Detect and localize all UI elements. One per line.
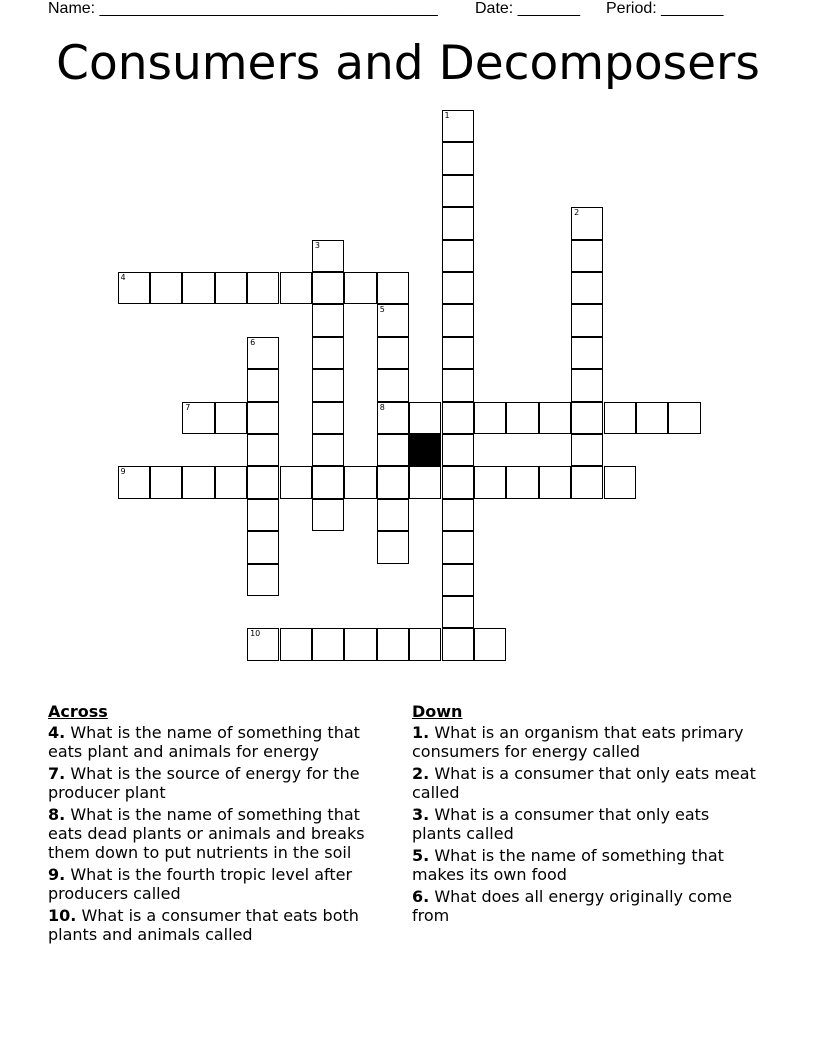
crossword-cell[interactable]: [118, 466, 150, 498]
clue-across-7: [48, 764, 388, 802]
crossword-cell[interactable]: [442, 272, 474, 304]
crossword-cell[interactable]: [506, 466, 538, 498]
down-clues: [412, 702, 757, 928]
clue-number-label: 10: [250, 629, 261, 639]
crossword-cell[interactable]: [344, 272, 376, 304]
clue-number: 9.: [48, 865, 66, 884]
crossword-cell[interactable]: [474, 466, 506, 498]
crossword-cell[interactable]: [442, 207, 474, 239]
crossword-cell[interactable]: [377, 434, 409, 466]
crossword-cell[interactable]: [571, 466, 603, 498]
page-title: Consumers and Decomposers: [56, 36, 760, 91]
crossword-cell[interactable]: [247, 628, 279, 660]
across-clues: [48, 702, 388, 947]
clue-text: What is the fourth tropic level after producers called: [48, 865, 353, 903]
crossword-cell[interactable]: [182, 466, 214, 498]
crossword-cell[interactable]: [442, 142, 474, 174]
crossword-cell[interactable]: [442, 175, 474, 207]
crossword-cell[interactable]: [571, 304, 603, 336]
clue-across-9: [48, 865, 388, 903]
crossword-cell[interactable]: [247, 402, 279, 434]
clue-number: 6.: [412, 887, 430, 906]
clue-number-label: 3: [314, 240, 320, 250]
clue-text: What is a consumer that eats both plants and animals called: [48, 906, 359, 944]
crossword-cell[interactable]: [247, 466, 279, 498]
crossword-cell[interactable]: [409, 628, 441, 660]
clue-text: What is a consumer that only eats meat called: [412, 764, 756, 802]
clue-number: 4.: [48, 723, 66, 742]
clue-number: 5.: [412, 846, 430, 865]
crossword-cell[interactable]: [571, 369, 603, 401]
crossword-cell[interactable]: [442, 240, 474, 272]
crossword-cell[interactable]: [247, 564, 279, 596]
crossword-cell[interactable]: [215, 272, 247, 304]
crossword-cell[interactable]: [215, 466, 247, 498]
crossword-cell[interactable]: [118, 272, 150, 304]
crossword-cell[interactable]: [636, 402, 668, 434]
clue-number: 3.: [412, 805, 430, 824]
clue-down-3: [412, 805, 757, 843]
crossword-cell[interactable]: [571, 434, 603, 466]
crossword-block-cell: [409, 434, 441, 466]
crossword-cell[interactable]: [442, 337, 474, 369]
clue-number: 7.: [48, 764, 66, 783]
clue-across-8: [48, 805, 388, 862]
crossword-cell[interactable]: [539, 402, 571, 434]
crossword-cell[interactable]: [474, 402, 506, 434]
crossword-cell[interactable]: [215, 402, 247, 434]
crossword-cell[interactable]: [377, 466, 409, 498]
crossword-cell[interactable]: [604, 402, 636, 434]
clue-text: What is the name of something that makes its own food: [412, 846, 724, 884]
clue-number: 2.: [412, 764, 430, 783]
crossword-cell[interactable]: [442, 304, 474, 336]
crossword-cell[interactable]: [247, 499, 279, 531]
crossword-cell[interactable]: [539, 466, 571, 498]
clue-number-label: 2: [574, 208, 580, 218]
crossword-cell[interactable]: [442, 110, 474, 142]
crossword-cell[interactable]: [571, 240, 603, 272]
crossword-cell[interactable]: [442, 628, 474, 660]
crossword-cell[interactable]: [280, 466, 312, 498]
crossword-cell[interactable]: [247, 369, 279, 401]
clue-number-label: 9: [120, 467, 126, 477]
crossword-cell[interactable]: [312, 337, 344, 369]
crossword-cell[interactable]: [182, 402, 214, 434]
crossword-cell[interactable]: [571, 337, 603, 369]
crossword-cell[interactable]: [280, 628, 312, 660]
crossword-cell[interactable]: [377, 499, 409, 531]
down-heading: Down: [412, 702, 463, 721]
crossword-cell[interactable]: [312, 499, 344, 531]
clue-down-6: [412, 887, 757, 925]
crossword-cell[interactable]: [150, 466, 182, 498]
clue-down-2: [412, 764, 757, 802]
crossword-cell[interactable]: [312, 240, 344, 272]
clue-number-label: 8: [379, 402, 385, 412]
crossword-cell[interactable]: [344, 466, 376, 498]
clue-number-label: 7: [185, 402, 191, 412]
clue-number: 1.: [412, 723, 430, 742]
crossword-cell[interactable]: [247, 434, 279, 466]
crossword-cell[interactable]: [442, 402, 474, 434]
crossword-cell[interactable]: [409, 402, 441, 434]
crossword-cell[interactable]: [150, 272, 182, 304]
crossword-cell[interactable]: [409, 466, 441, 498]
crossword-cell[interactable]: [182, 272, 214, 304]
crossword-cell[interactable]: [280, 272, 312, 304]
crossword-cell[interactable]: [377, 337, 409, 369]
crossword-cell[interactable]: [377, 304, 409, 336]
date-field-label: Date: _______: [475, 0, 580, 17]
crossword-cell[interactable]: [312, 466, 344, 498]
crossword-cell[interactable]: [377, 402, 409, 434]
crossword-cell[interactable]: [312, 628, 344, 660]
crossword-cell[interactable]: [442, 369, 474, 401]
crossword-cell[interactable]: [442, 499, 474, 531]
crossword-cell[interactable]: [247, 337, 279, 369]
crossword-cell[interactable]: [312, 434, 344, 466]
clue-text: What is the name of something that eats dead plants or animals and breaks them down to put nutrients in the soil: [48, 805, 365, 862]
clue-down-1: [412, 723, 757, 761]
clue-down-5: [412, 846, 757, 884]
name-field-label: Name: ______________________________________: [48, 0, 438, 17]
clue-text: What is an organism that eats primary consumers for energy called: [412, 723, 744, 761]
clue-text: What does all energy originally come from: [412, 887, 733, 925]
crossword-cell[interactable]: [442, 596, 474, 628]
crossword-cell[interactable]: [312, 369, 344, 401]
clue-number-label: 6: [250, 337, 256, 347]
crossword-cell[interactable]: [442, 531, 474, 563]
crossword-cell[interactable]: [247, 272, 279, 304]
clue-text: What is the source of energy for the producer plant: [48, 764, 360, 802]
crossword-cell[interactable]: [604, 466, 636, 498]
crossword-cell[interactable]: [312, 272, 344, 304]
crossword-cell[interactable]: [344, 628, 376, 660]
clue-text: What is a consumer that only eats plants called: [412, 805, 710, 843]
crossword-cell[interactable]: [442, 466, 474, 498]
clue-number: 10.: [48, 906, 77, 925]
crossword-cell[interactable]: [442, 564, 474, 596]
crossword-cell[interactable]: [247, 531, 279, 563]
crossword-cell[interactable]: [571, 207, 603, 239]
crossword-cell[interactable]: [474, 628, 506, 660]
crossword-cell[interactable]: [312, 304, 344, 336]
crossword-cell[interactable]: [377, 369, 409, 401]
clue-text: What is the name of something that eats plant and animals for energy: [48, 723, 360, 761]
clue-across-4: [48, 723, 388, 761]
clue-number-label: 4: [120, 273, 126, 282]
period-field-label: Period: _______: [606, 0, 724, 17]
clue-across-10: [48, 906, 388, 944]
crossword-cell[interactable]: [571, 402, 603, 434]
crossword-cell[interactable]: [377, 531, 409, 563]
crossword-cell[interactable]: [442, 434, 474, 466]
crossword-cell[interactable]: [312, 402, 344, 434]
clue-number-label: 5: [379, 305, 385, 315]
crossword-cell[interactable]: [377, 272, 409, 304]
crossword-cell[interactable]: [506, 402, 538, 434]
crossword-cell[interactable]: [377, 628, 409, 660]
clue-number: 8.: [48, 805, 66, 824]
clue-number-label: 1: [444, 111, 450, 120]
crossword-cell[interactable]: [571, 272, 603, 304]
crossword-cell[interactable]: [668, 402, 700, 434]
across-heading: Across: [48, 702, 108, 721]
